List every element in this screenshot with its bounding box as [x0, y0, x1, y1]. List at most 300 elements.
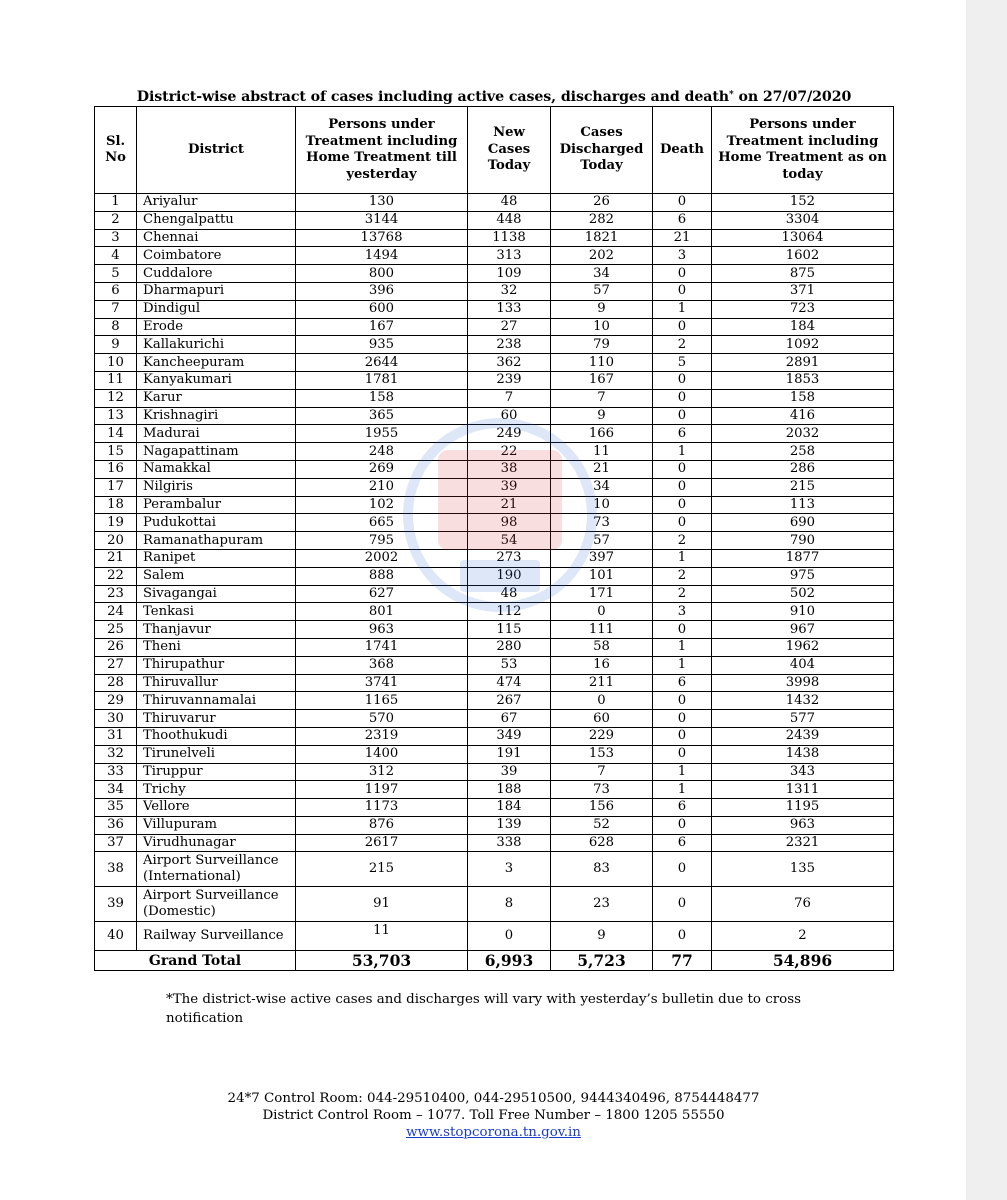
cell-persons-yesterday: 1197	[296, 781, 468, 799]
cell-discharged: 1821	[551, 229, 653, 247]
cell-district: Railway Surveillance	[137, 922, 296, 951]
table-row	[95, 425, 894, 443]
table-row	[95, 532, 894, 550]
cell-persons-today: 723	[712, 300, 894, 318]
cell-persons-yesterday: 795	[296, 532, 468, 550]
col-header-new-cases: New Cases Today	[468, 107, 551, 194]
cell-new-cases: 133	[468, 300, 551, 318]
title-text: District-wise abstract of cases including active cases, discharges and death	[136, 89, 730, 105]
cell-sl-no: 28	[95, 674, 137, 692]
table-row	[95, 247, 894, 265]
cell-death: 0	[653, 496, 712, 514]
cell-death: 2	[653, 567, 712, 585]
cell-discharged: 79	[551, 336, 653, 354]
table-row	[95, 407, 894, 425]
cell-persons-yesterday: 876	[296, 816, 468, 834]
table-row	[95, 549, 894, 567]
cell-new-cases: 338	[468, 834, 551, 852]
cell-persons-today: 2439	[712, 727, 894, 745]
cell-sl-no: 36	[95, 816, 137, 834]
cell-sl-no: 16	[95, 460, 137, 478]
cell-new-cases: 115	[468, 621, 551, 639]
cell-district: Thiruvarur	[137, 710, 296, 728]
table-row	[95, 211, 894, 229]
cell-sl-no: 18	[95, 496, 137, 514]
table-row	[95, 887, 894, 922]
cell-persons-yesterday: 1781	[296, 371, 468, 389]
cell-district: Dindigul	[137, 300, 296, 318]
cell-sl-no: 29	[95, 692, 137, 710]
cell-death: 1	[653, 443, 712, 461]
col-header-district: District	[137, 107, 296, 194]
cell-district: Namakkal	[137, 460, 296, 478]
table-row	[95, 674, 894, 692]
cell-death: 0	[653, 371, 712, 389]
cell-discharged: 153	[551, 745, 653, 763]
cell-new-cases: 0	[468, 922, 551, 951]
cell-district: Erode	[137, 318, 296, 336]
cell-persons-yesterday: 2002	[296, 549, 468, 567]
table-row	[95, 371, 894, 389]
table-row	[95, 834, 894, 852]
cell-new-cases: 273	[468, 549, 551, 567]
cell-discharged: 101	[551, 567, 653, 585]
cell-discharged: 10	[551, 318, 653, 336]
cell-new-cases: 22	[468, 443, 551, 461]
cell-death: 0	[653, 745, 712, 763]
total-new-cases: 6,993	[468, 951, 551, 971]
cell-new-cases: 448	[468, 211, 551, 229]
cell-new-cases: 239	[468, 371, 551, 389]
cell-death: 0	[653, 460, 712, 478]
table-row	[95, 194, 894, 212]
cell-death: 1	[653, 300, 712, 318]
cell-district: Thoothukudi	[137, 727, 296, 745]
cell-district: Trichy	[137, 781, 296, 799]
cell-sl-no: 19	[95, 514, 137, 532]
grand-total-label: Grand Total	[95, 951, 296, 971]
cell-district: Thanjavur	[137, 621, 296, 639]
col-header-death: Death	[653, 107, 712, 194]
cell-new-cases: 39	[468, 478, 551, 496]
document-title	[96, 89, 892, 105]
cell-persons-today: 286	[712, 460, 894, 478]
cell-district: Cuddalore	[137, 265, 296, 283]
footer-toll-free: District Control Room – 1077. Toll Free Number – 1800 1205 55550	[262, 1108, 725, 1123]
table-row	[95, 710, 894, 728]
cell-new-cases: 7	[468, 389, 551, 407]
cell-death: 6	[653, 211, 712, 229]
cell-district: Salem	[137, 567, 296, 585]
cell-sl-no: 20	[95, 532, 137, 550]
cell-district: Chennai	[137, 229, 296, 247]
cell-death: 0	[653, 282, 712, 300]
cell-sl-no: 23	[95, 585, 137, 603]
cell-persons-yesterday: 888	[296, 567, 468, 585]
cell-new-cases: 188	[468, 781, 551, 799]
table-row	[95, 460, 894, 478]
table-row	[95, 229, 894, 247]
cell-new-cases: 60	[468, 407, 551, 425]
cell-district: Thiruvallur	[137, 674, 296, 692]
cell-persons-today: 875	[712, 265, 894, 283]
cell-discharged: 21	[551, 460, 653, 478]
cell-discharged: 52	[551, 816, 653, 834]
table-row	[95, 336, 894, 354]
cell-new-cases: 27	[468, 318, 551, 336]
footnote: *The district-wise active cases and discharges will vary with yesterday’s bulletin due to cross notification	[166, 992, 801, 1026]
cell-district: Dharmapuri	[137, 282, 296, 300]
cell-persons-today: 690	[712, 514, 894, 532]
cell-persons-yesterday: 800	[296, 265, 468, 283]
cell-persons-yesterday: 3741	[296, 674, 468, 692]
table-row	[95, 443, 894, 461]
cell-sl-no: 6	[95, 282, 137, 300]
viewer-margin	[966, 0, 1007, 1200]
cell-new-cases: 21	[468, 496, 551, 514]
cell-discharged: 7	[551, 389, 653, 407]
footer-control-room: 24*7 Control Room: 044-29510400, 044-29510500, 9444340496, 8754448477	[227, 1091, 760, 1106]
cell-persons-today: 135	[712, 852, 894, 887]
table-row	[95, 585, 894, 603]
cell-death: 6	[653, 425, 712, 443]
cell-persons-yesterday: 570	[296, 710, 468, 728]
cell-district: Pudukottai	[137, 514, 296, 532]
col-header-persons-today: Persons under Treatment including Home Treatment as on today	[712, 107, 894, 194]
cell-persons-today: 1853	[712, 371, 894, 389]
cell-persons-today: 3304	[712, 211, 894, 229]
title-asterisk: *	[729, 90, 734, 100]
table-row	[95, 318, 894, 336]
table-row	[95, 763, 894, 781]
table-row	[95, 816, 894, 834]
cell-district: Perambalur	[137, 496, 296, 514]
table-row	[95, 922, 894, 951]
district-table	[94, 106, 894, 971]
cell-persons-yesterday: 210	[296, 478, 468, 496]
table-row	[95, 621, 894, 639]
cell-death: 0	[653, 389, 712, 407]
cell-sl-no: 24	[95, 603, 137, 621]
cell-persons-yesterday: 627	[296, 585, 468, 603]
table-row	[95, 300, 894, 318]
cell-discharged: 9	[551, 300, 653, 318]
cell-district: Tenkasi	[137, 603, 296, 621]
table-row	[95, 567, 894, 585]
table-row	[95, 656, 894, 674]
cell-death: 21	[653, 229, 712, 247]
cell-death: 0	[653, 852, 712, 887]
cell-discharged: 166	[551, 425, 653, 443]
cell-death: 0	[653, 816, 712, 834]
cell-district: Kallakurichi	[137, 336, 296, 354]
cell-new-cases: 53	[468, 656, 551, 674]
cell-sl-no: 17	[95, 478, 137, 496]
cell-persons-today: 577	[712, 710, 894, 728]
cell-new-cases: 32	[468, 282, 551, 300]
cell-persons-today: 215	[712, 478, 894, 496]
cell-new-cases: 249	[468, 425, 551, 443]
cell-district: Kancheepuram	[137, 354, 296, 372]
cell-discharged: 397	[551, 549, 653, 567]
cell-persons-today: 76	[712, 887, 894, 922]
cell-persons-today: 790	[712, 532, 894, 550]
cell-new-cases: 267	[468, 692, 551, 710]
total-death: 77	[653, 951, 712, 971]
cell-discharged: 229	[551, 727, 653, 745]
cell-sl-no: 38	[95, 852, 137, 887]
cell-persons-yesterday: 600	[296, 300, 468, 318]
cell-discharged: 60	[551, 710, 653, 728]
cell-persons-today: 1311	[712, 781, 894, 799]
cell-persons-today: 13064	[712, 229, 894, 247]
cell-district: Vellore	[137, 799, 296, 817]
cell-death: 0	[653, 514, 712, 532]
cell-sl-no: 14	[95, 425, 137, 443]
cell-persons-today: 404	[712, 656, 894, 674]
cell-persons-today: 502	[712, 585, 894, 603]
cell-persons-today: 1962	[712, 638, 894, 656]
cell-new-cases: 139	[468, 816, 551, 834]
cell-district: Madurai	[137, 425, 296, 443]
cell-persons-today: 158	[712, 389, 894, 407]
cell-persons-yesterday: 665	[296, 514, 468, 532]
cell-discharged: 73	[551, 781, 653, 799]
cell-persons-yesterday: 167	[296, 318, 468, 336]
cell-persons-yesterday: 158	[296, 389, 468, 407]
cell-persons-today: 343	[712, 763, 894, 781]
footer-contacts	[94, 1090, 893, 1141]
cell-death: 0	[653, 887, 712, 922]
cell-persons-yesterday: 215	[296, 852, 468, 887]
cell-new-cases: 3	[468, 852, 551, 887]
cell-persons-today: 416	[712, 407, 894, 425]
table-row	[95, 514, 894, 532]
cell-persons-yesterday: 365	[296, 407, 468, 425]
cell-persons-today: 258	[712, 443, 894, 461]
cell-sl-no: 8	[95, 318, 137, 336]
cell-new-cases: 109	[468, 265, 551, 283]
cell-death: 1	[653, 763, 712, 781]
cell-persons-yesterday: 396	[296, 282, 468, 300]
cell-discharged: 73	[551, 514, 653, 532]
cell-district: Ramanathapuram	[137, 532, 296, 550]
cell-new-cases: 238	[468, 336, 551, 354]
cell-sl-no: 13	[95, 407, 137, 425]
cell-discharged: 0	[551, 603, 653, 621]
cell-district: Krishnagiri	[137, 407, 296, 425]
cell-persons-yesterday: 1955	[296, 425, 468, 443]
cell-persons-yesterday: 13768	[296, 229, 468, 247]
cell-persons-yesterday: 3144	[296, 211, 468, 229]
cell-district: Ariyalur	[137, 194, 296, 212]
cell-persons-yesterday: 1400	[296, 745, 468, 763]
cell-persons-today: 371	[712, 282, 894, 300]
cell-persons-yesterday: 1165	[296, 692, 468, 710]
title-date: on 27/07/2020	[733, 89, 852, 105]
cell-new-cases: 1138	[468, 229, 551, 247]
cell-persons-today: 1195	[712, 799, 894, 817]
cell-persons-yesterday: 11	[296, 922, 468, 951]
table-row	[95, 603, 894, 621]
table-row	[95, 852, 894, 887]
cell-new-cases: 280	[468, 638, 551, 656]
cell-discharged: 57	[551, 282, 653, 300]
cell-death: 0	[653, 194, 712, 212]
cell-persons-today: 967	[712, 621, 894, 639]
cell-sl-no: 7	[95, 300, 137, 318]
cell-discharged: 156	[551, 799, 653, 817]
cell-discharged: 171	[551, 585, 653, 603]
cell-new-cases: 54	[468, 532, 551, 550]
cell-sl-no: 25	[95, 621, 137, 639]
table-row	[95, 727, 894, 745]
cell-district: Theni	[137, 638, 296, 656]
cell-death: 2	[653, 336, 712, 354]
cell-sl-no: 31	[95, 727, 137, 745]
cell-sl-no: 33	[95, 763, 137, 781]
cell-sl-no: 40	[95, 922, 137, 951]
cell-discharged: 23	[551, 887, 653, 922]
cell-death: 1	[653, 656, 712, 674]
cell-sl-no: 27	[95, 656, 137, 674]
cell-persons-yesterday: 2644	[296, 354, 468, 372]
cell-death: 1	[653, 638, 712, 656]
cell-new-cases: 39	[468, 763, 551, 781]
cell-death: 6	[653, 834, 712, 852]
cell-persons-yesterday: 2617	[296, 834, 468, 852]
cell-death: 3	[653, 247, 712, 265]
cell-persons-yesterday: 963	[296, 621, 468, 639]
table-row	[95, 781, 894, 799]
cell-district: Kanyakumari	[137, 371, 296, 389]
cell-district: Airport Surveillance (Domestic)	[137, 887, 296, 922]
cell-persons-yesterday: 102	[296, 496, 468, 514]
cell-new-cases: 112	[468, 603, 551, 621]
cell-new-cases: 362	[468, 354, 551, 372]
cell-sl-no: 12	[95, 389, 137, 407]
cell-new-cases: 184	[468, 799, 551, 817]
cell-discharged: 9	[551, 407, 653, 425]
cell-persons-today: 963	[712, 816, 894, 834]
cell-sl-no: 5	[95, 265, 137, 283]
cell-discharged: 9	[551, 922, 653, 951]
cell-sl-no: 21	[95, 549, 137, 567]
cell-discharged: 628	[551, 834, 653, 852]
cell-district: Sivagangai	[137, 585, 296, 603]
cell-discharged: 7	[551, 763, 653, 781]
cell-new-cases: 313	[468, 247, 551, 265]
table-row	[95, 692, 894, 710]
table-row	[95, 354, 894, 372]
cell-death: 0	[653, 265, 712, 283]
cell-death: 0	[653, 922, 712, 951]
cell-persons-today: 113	[712, 496, 894, 514]
cell-death: 0	[653, 692, 712, 710]
cell-persons-yesterday: 2319	[296, 727, 468, 745]
cell-district: Nagapattinam	[137, 443, 296, 461]
cell-death: 0	[653, 621, 712, 639]
cell-sl-no: 35	[95, 799, 137, 817]
cell-discharged: 0	[551, 692, 653, 710]
col-header-sl-no: Sl. No	[95, 107, 137, 194]
cell-district: Coimbatore	[137, 247, 296, 265]
total-persons-yesterday: 53,703	[296, 951, 468, 971]
cell-persons-today: 2032	[712, 425, 894, 443]
cell-discharged: 167	[551, 371, 653, 389]
cell-sl-no: 11	[95, 371, 137, 389]
cell-district: Villupuram	[137, 816, 296, 834]
cell-discharged: 83	[551, 852, 653, 887]
cell-sl-no: 26	[95, 638, 137, 656]
cell-persons-yesterday: 1741	[296, 638, 468, 656]
cell-district: Tiruppur	[137, 763, 296, 781]
cell-discharged: 58	[551, 638, 653, 656]
cell-persons-today: 2	[712, 922, 894, 951]
table-row	[95, 799, 894, 817]
table-row	[95, 496, 894, 514]
cell-district: Airport Surveillance (International)	[137, 852, 296, 887]
cell-persons-yesterday: 248	[296, 443, 468, 461]
cell-new-cases: 48	[468, 194, 551, 212]
cell-district: Karur	[137, 389, 296, 407]
cell-district: Tirunelveli	[137, 745, 296, 763]
table-row	[95, 745, 894, 763]
table-row	[95, 389, 894, 407]
cell-discharged: 111	[551, 621, 653, 639]
cell-persons-today: 1877	[712, 549, 894, 567]
table-body	[95, 194, 894, 951]
cell-discharged: 34	[551, 478, 653, 496]
col-header-persons-yesterday: Persons under Treatment including Home Treatment till yesterday	[296, 107, 468, 194]
cell-sl-no: 30	[95, 710, 137, 728]
cell-death: 2	[653, 532, 712, 550]
cell-discharged: 57	[551, 532, 653, 550]
cell-sl-no: 34	[95, 781, 137, 799]
cell-death: 0	[653, 727, 712, 745]
cell-death: 3	[653, 603, 712, 621]
cell-persons-yesterday: 130	[296, 194, 468, 212]
cell-discharged: 26	[551, 194, 653, 212]
footer-website-link[interactable]: www.stopcorona.tn.gov.in	[406, 1125, 581, 1140]
cell-persons-yesterday: 935	[296, 336, 468, 354]
cell-sl-no: 37	[95, 834, 137, 852]
cell-death: 2	[653, 585, 712, 603]
cell-persons-today: 1092	[712, 336, 894, 354]
cell-sl-no: 10	[95, 354, 137, 372]
cell-persons-today: 1432	[712, 692, 894, 710]
cell-persons-today: 975	[712, 567, 894, 585]
cell-sl-no: 9	[95, 336, 137, 354]
cell-new-cases: 48	[468, 585, 551, 603]
table-header-row	[95, 107, 894, 194]
cell-new-cases: 191	[468, 745, 551, 763]
cell-persons-today: 1602	[712, 247, 894, 265]
cell-new-cases: 98	[468, 514, 551, 532]
cell-persons-yesterday: 269	[296, 460, 468, 478]
cell-district: Thiruvannamalai	[137, 692, 296, 710]
cell-sl-no: 39	[95, 887, 137, 922]
cell-new-cases: 474	[468, 674, 551, 692]
cell-sl-no: 3	[95, 229, 137, 247]
cell-discharged: 34	[551, 265, 653, 283]
cell-death: 1	[653, 549, 712, 567]
cell-discharged: 10	[551, 496, 653, 514]
table-row	[95, 282, 894, 300]
grand-total-row	[95, 951, 894, 971]
cell-persons-yesterday: 801	[296, 603, 468, 621]
cell-persons-today: 910	[712, 603, 894, 621]
